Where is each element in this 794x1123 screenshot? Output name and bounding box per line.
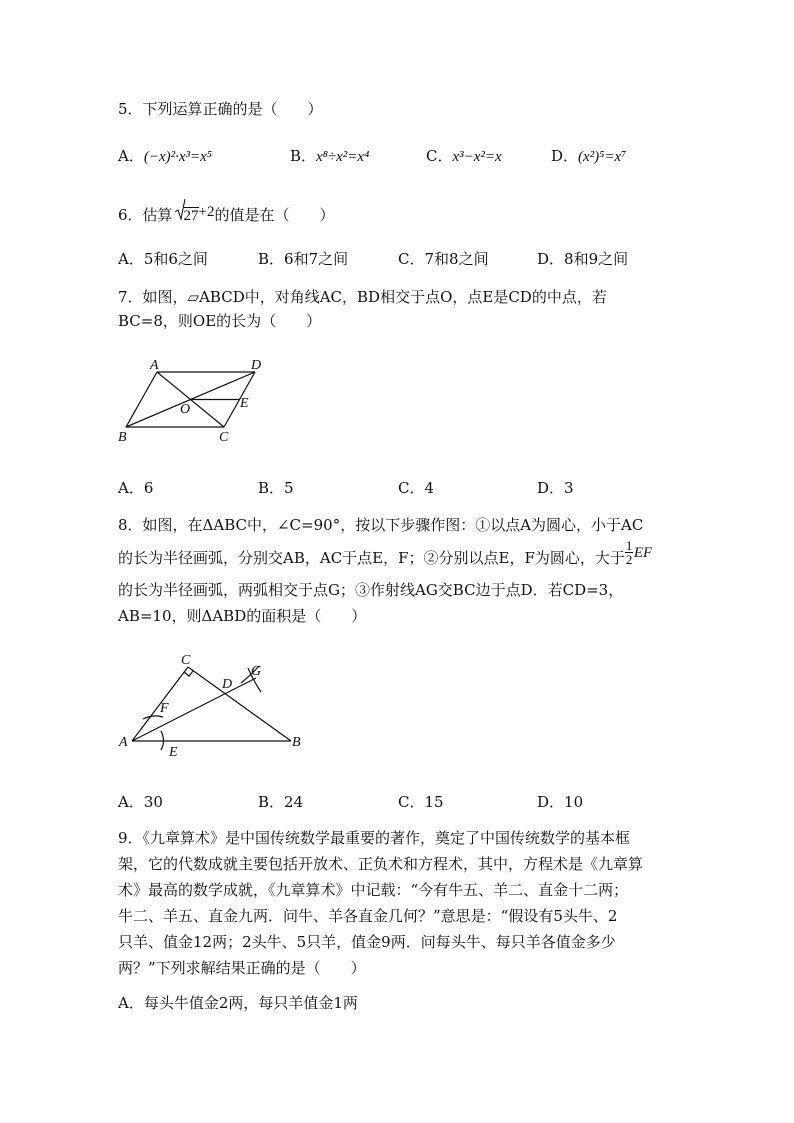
radical-sign <box>175 199 185 221</box>
q6-option-d: D．8和9之间 <box>537 250 629 268</box>
q6-option-b: B．6和7之间 <box>258 250 349 268</box>
q6-stem <box>118 205 335 226</box>
q8-option-c: C．15 <box>398 793 444 811</box>
q7-line-1: 7．如图，▱ABCD中，对角线AC，BD相交于点O，点E是CD的中点，若 <box>118 288 607 306</box>
q6-radicand: 27 <box>183 208 199 224</box>
q8-arc-f <box>143 716 163 719</box>
q8-label-b: B <box>292 735 301 750</box>
q9-line-4: 牛二、羊五、直金九两．问牛、羊各直金几何？”意思是：“假设有5头牛、2 <box>118 907 618 925</box>
q5-option-d <box>551 146 626 167</box>
q8-right-angle-mark <box>184 671 193 676</box>
q8-line-2-pre: 的长为半径画弧，分别交AB，AC于点E，F；②分别以点E，F为圆心，大于 <box>118 549 625 567</box>
q8-option-d: D．10 <box>537 793 584 811</box>
q9-line-6: 两？”下列求解结果正确的是（ ） <box>118 959 366 977</box>
q7-label-c: C <box>219 430 229 445</box>
q7-option-d: D．3 <box>537 479 574 497</box>
q8-triangle-figure <box>115 650 315 760</box>
q5-option-b-label: B． <box>290 147 317 165</box>
q8-line-2-post: EF <box>633 545 653 561</box>
q5-option-b-expr: x⁸÷x²=x⁴ <box>316 149 370 165</box>
q5-stem: 5．下列运算正确的是（ ） <box>118 100 323 118</box>
q7-option-c: C．4 <box>398 479 435 497</box>
q7-label-d: D <box>251 358 262 373</box>
q5-option-d-expr: (x²)⁵=x⁷ <box>578 149 627 165</box>
q8-fraction <box>625 538 634 568</box>
q5-option-a-label: A． <box>118 147 144 165</box>
q8-option-b: B．24 <box>258 793 304 811</box>
q8-line-3: 的长为半径画弧，两弧相交于点G；③作射线AG交BC边于点D．若CD=3， <box>118 581 624 599</box>
q7-parallelogram-figure <box>112 355 292 455</box>
q8-line-1: 8．如图，在ΔABC中，∠C=90°，按以下步骤作图：①以点A为圆心，小于AC <box>118 516 644 534</box>
q6-plus-two: +2 <box>198 204 215 220</box>
q6-stem-post: 的值是在（ ） <box>214 206 335 224</box>
q8-frac-num: 1 <box>625 538 633 553</box>
q5-option-d-label: D． <box>551 147 579 165</box>
q6-sqrt <box>175 205 199 226</box>
q7-side-ab <box>126 372 157 427</box>
q5-option-a-expr: (−x)²·x³=x⁵ <box>143 149 213 165</box>
q8-side-cb <box>188 667 291 741</box>
q7-option-b: B．5 <box>258 479 294 497</box>
q7-label-o: O <box>180 402 191 417</box>
q8-line-2 <box>118 538 653 569</box>
q7-label-b: B <box>118 430 127 445</box>
q6-option-a: A．5和6之间 <box>118 250 208 268</box>
q8-label-e: E <box>169 745 178 760</box>
q9-line-3: 术》最高的数学成就，《九章算术》中记载：“今有牛五、羊二、直金十二两； <box>118 881 629 899</box>
q5-option-a <box>118 146 212 167</box>
q7-line-2: BC=8，则OE的长为（ ） <box>118 312 322 330</box>
q8-label-c: C <box>181 653 191 668</box>
q5-option-c-label: C． <box>426 147 453 165</box>
q8-option-a: A．30 <box>118 793 163 811</box>
q8-label-d: D <box>222 677 233 692</box>
q7-option-a: A．6 <box>118 479 154 497</box>
q5-option-c-expr: x³−x²=x <box>452 149 502 165</box>
q8-label-g: G <box>251 664 262 679</box>
q9-line-2: 架，它的代数成就主要包括开放术、正负术和方程术，其中，方程术是《九章算 <box>118 855 644 873</box>
q8-line-4: AB=10，则ΔABD的面积是（ ） <box>118 607 367 625</box>
q6-option-c: C．7和8之间 <box>398 250 489 268</box>
q5-option-c <box>426 146 502 167</box>
q7-label-e: E <box>240 396 249 411</box>
q8-frac-den: 2 <box>625 552 633 567</box>
q7-label-a: A <box>150 358 159 373</box>
q8-label-f: F <box>160 701 169 716</box>
q9-line-5: 只羊、值金12两；2头牛、5只羊，值金9两．问每头牛、每只羊各值金多少 <box>118 933 616 951</box>
q9-line-1: 9．《九章算术》是中国传统数学最重要的著作，奠定了中国传统数学的基本框 <box>118 829 631 847</box>
q8-label-a: A <box>119 735 128 750</box>
q6-stem-pre: 6．估算 <box>118 206 173 224</box>
q9-option-a: A．每头牛值金2两，每只羊值金1两 <box>118 994 358 1012</box>
q5-option-b <box>290 146 369 167</box>
q8-ray-ag <box>132 678 256 741</box>
